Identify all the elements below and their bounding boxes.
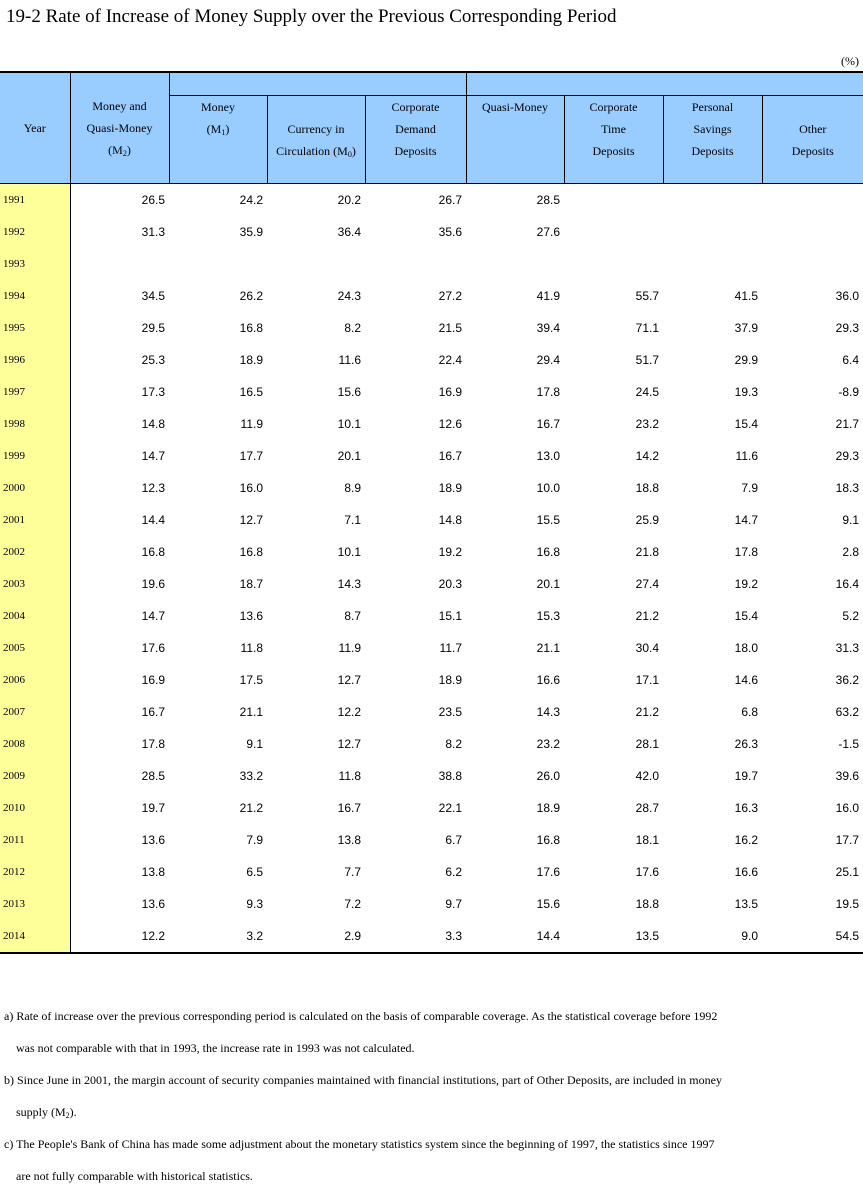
m1-cell: 6.5 [246, 865, 263, 879]
m0-cell: 14.3 [337, 577, 361, 591]
m1-cell: 11.9 [240, 417, 263, 431]
year-cell: 2005 [0, 632, 70, 664]
table-row [0, 536, 863, 568]
m1-cell: 11.8 [240, 641, 263, 655]
m2-cell [70, 248, 169, 280]
psd-cell: 13.5 [734, 897, 759, 911]
m1-cell: 3.2 [169, 920, 267, 953]
quasi-cell [466, 248, 564, 280]
year-cell: 2014 [0, 920, 70, 953]
cdd-cell: 11.7 [439, 641, 463, 655]
year-cell: 2002 [0, 536, 70, 568]
table-row [0, 632, 863, 664]
m1-cell: 7.9 [246, 833, 263, 847]
m2-cell: 14.7 [141, 609, 165, 623]
cdd-cell: 15.1 [438, 609, 463, 623]
psd-cell: 14.6 [734, 673, 759, 687]
year-cell: 2003 [0, 568, 70, 600]
m1-cell: 18.9 [239, 353, 263, 367]
ctd-cell: 30.4 [635, 641, 660, 655]
m0-cell: 11.8 [338, 769, 361, 783]
quasi-cell: 39.4 [536, 321, 561, 335]
table-row [0, 472, 863, 504]
m0-cell: 15.6 [337, 385, 361, 399]
m0-cell: 11.6 [338, 353, 361, 367]
psd-cell: 9.0 [663, 920, 762, 953]
year-cell: 1995 [0, 312, 70, 344]
od-cell: 54.5 [762, 920, 863, 953]
psd-cell: 26.3 [734, 737, 759, 751]
m1-cell [169, 248, 267, 280]
year-cell: 1996 [0, 344, 70, 376]
ctd-cell: 14.2 [635, 449, 660, 463]
od-cell: 21.7 [835, 417, 860, 431]
od-cell: 63.2 [835, 705, 860, 719]
m1-cell: 21.2 [239, 801, 263, 815]
psd-cell: 16.6 [734, 865, 759, 879]
table-row [0, 728, 863, 760]
m2-cell: 19.7 [141, 801, 165, 815]
m0-cell: 8.7 [344, 609, 361, 623]
m2-cell: 16.8 [141, 545, 165, 559]
od-cell: 29.3 [835, 449, 860, 463]
ctd-cell: 18.8 [635, 897, 660, 911]
od-cell: 36.2 [835, 673, 860, 687]
table-row [0, 440, 863, 472]
cdd-cell: 18.9 [438, 673, 463, 687]
cdd-cell: 21.5 [438, 321, 463, 335]
header-corporate-demand-deposits: Corporate Demand Deposits [365, 96, 466, 184]
m2-cell: 14.7 [141, 449, 165, 463]
table-body [0, 184, 863, 954]
m1-cell: 9.1 [246, 737, 263, 751]
quasi-cell: 14.4 [466, 920, 564, 953]
m2-cell: 13.8 [141, 865, 165, 879]
quasi-cell: 17.6 [536, 865, 561, 879]
od-cell: 29.3 [835, 321, 860, 335]
m1-cell: 35.9 [239, 225, 263, 239]
year-cell: 2009 [0, 760, 70, 792]
year-cell: 1999 [0, 440, 70, 472]
year-cell: 1998 [0, 408, 70, 440]
od-cell: 19.5 [835, 897, 860, 911]
m1-cell: 24.2 [239, 193, 263, 207]
table-row [0, 920, 863, 953]
psd-cell: 15.4 [734, 417, 759, 431]
cdd-cell: 18.9 [438, 481, 463, 495]
quasi-cell: 16.6 [536, 673, 561, 687]
od-cell: 36.0 [835, 289, 860, 303]
m2-cell: 16.9 [141, 673, 165, 687]
m2-cell: 34.5 [141, 289, 165, 303]
year-cell: 2012 [0, 856, 70, 888]
m1-cell: 9.3 [246, 897, 263, 911]
ctd-cell: 21.8 [635, 545, 660, 559]
cdd-cell: 12.6 [438, 417, 463, 431]
cdd-cell: 14.8 [438, 513, 463, 527]
note-b-line1: b) Since June in 2001, the margin account of security companies maintained with financial institutions, part of Other Deposits, are included in money [4, 1073, 722, 1087]
year-cell: 2000 [0, 472, 70, 504]
ctd-cell [564, 184, 663, 217]
ctd-cell [564, 216, 663, 248]
cdd-cell [365, 248, 466, 280]
cdd-cell: 3.3 [365, 920, 466, 953]
psd-cell: 19.7 [734, 769, 759, 783]
od-cell [762, 184, 863, 217]
od-cell: 31.3 [835, 641, 860, 655]
ctd-cell: 51.7 [635, 353, 660, 367]
quasi-cell: 16.7 [536, 417, 561, 431]
m2-cell: 14.4 [141, 513, 165, 527]
cdd-cell: 27.2 [438, 289, 463, 303]
quasi-cell: 26.0 [536, 769, 561, 783]
m0-cell: 2.9 [267, 920, 365, 953]
cdd-cell: 16.9 [438, 385, 463, 399]
ctd-cell: 21.2 [635, 609, 660, 623]
quasi-cell: 27.6 [536, 225, 561, 239]
table-row [0, 792, 863, 824]
m1-cell: 13.6 [239, 609, 263, 623]
header-personal-savings-deposits: Personal Savings Deposits [663, 96, 762, 184]
header-corporate-time-deposits: Corporate Time Deposits [564, 96, 663, 184]
year-cell: 1991 [0, 184, 70, 217]
quasi-cell: 10.0 [536, 481, 561, 495]
page-title: 19-2 Rate of Increase of Money Supply over the Previous Corresponding Period [6, 6, 617, 27]
table-row [0, 216, 863, 248]
m0-cell: 8.2 [344, 321, 361, 335]
ctd-cell: 71.1 [635, 321, 660, 335]
year-cell: 2010 [0, 792, 70, 824]
year-cell: 2001 [0, 504, 70, 536]
table-row [0, 504, 863, 536]
table-row [0, 824, 863, 856]
psd-cell: 37.9 [734, 321, 759, 335]
od-cell: 5.2 [842, 609, 860, 623]
ctd-cell: 23.2 [635, 417, 660, 431]
m0-cell: 12.2 [337, 705, 361, 719]
ctd-cell: 18.8 [635, 481, 660, 495]
table-row [0, 248, 863, 280]
m1-cell: 16.8 [239, 545, 263, 559]
od-cell [762, 216, 863, 248]
cdd-cell: 6.2 [445, 865, 463, 879]
od-cell: 9.1 [842, 513, 860, 527]
ctd-cell: 28.1 [635, 737, 660, 751]
m2-cell: 26.5 [141, 193, 165, 207]
cdd-cell: 38.8 [438, 769, 463, 783]
psd-cell: 18.0 [734, 641, 759, 655]
quasi-cell: 13.0 [536, 449, 561, 463]
table-row [0, 312, 863, 344]
psd-cell: 17.8 [734, 545, 759, 559]
ctd-cell: 55.7 [635, 289, 660, 303]
table-row [0, 600, 863, 632]
cdd-cell: 9.7 [445, 897, 463, 911]
year-cell: 2006 [0, 664, 70, 696]
year-cell: 2013 [0, 888, 70, 920]
od-cell: 2.8 [842, 545, 860, 559]
m2-cell: 13.6 [141, 833, 165, 847]
m0-cell: 12.7 [337, 737, 361, 751]
table-row [0, 856, 863, 888]
od-cell [762, 248, 863, 280]
m2-cell: 14.8 [141, 417, 165, 431]
od-cell: -1.5 [838, 737, 860, 751]
m2-cell: 12.3 [141, 481, 165, 495]
header-year: Year [0, 72, 70, 184]
od-cell: 25.1 [835, 865, 860, 879]
m2-cell: 17.6 [141, 641, 165, 655]
quasi-cell: 18.9 [536, 801, 561, 815]
ctd-cell: 27.4 [635, 577, 660, 591]
psd-cell [663, 184, 762, 217]
ctd-cell: 18.1 [635, 833, 660, 847]
table-row [0, 184, 863, 217]
ctd-cell: 24.5 [635, 385, 660, 399]
m1-cell: 17.7 [239, 449, 263, 463]
table-row [0, 408, 863, 440]
table-row [0, 376, 863, 408]
m0-cell: 20.2 [337, 193, 361, 207]
year-cell: 2011 [0, 824, 70, 856]
ctd-cell [564, 248, 663, 280]
m1-cell: 18.7 [239, 577, 263, 591]
quasi-cell: 28.5 [536, 193, 561, 207]
od-cell: 17.7 [835, 833, 860, 847]
psd-cell: 7.9 [741, 481, 759, 495]
year-cell: 1993 [0, 248, 70, 280]
od-cell: 18.3 [835, 481, 860, 495]
cdd-cell: 22.1 [438, 801, 463, 815]
m0-cell: 10.1 [337, 417, 361, 431]
m2-cell: 31.3 [141, 225, 165, 239]
m0-cell: 36.4 [337, 225, 361, 239]
psd-cell: 14.7 [734, 513, 759, 527]
cdd-cell: 22.4 [438, 353, 463, 367]
cdd-cell: 16.7 [438, 449, 463, 463]
psd-cell: 19.2 [734, 577, 759, 591]
psd-cell: 6.8 [741, 705, 759, 719]
year-cell: 1992 [0, 216, 70, 248]
ctd-cell: 28.7 [635, 801, 660, 815]
ctd-cell: 17.1 [635, 673, 660, 687]
note-c-line2: are not fully comparable with historical statistics. [16, 1169, 253, 1183]
quasi-cell: 15.3 [536, 609, 561, 623]
m0-cell: 24.3 [337, 289, 361, 303]
od-cell: 16.0 [835, 801, 860, 815]
m1-cell: 16.8 [239, 321, 263, 335]
od-cell: 16.4 [835, 577, 860, 591]
unit-label: (%) [841, 54, 859, 68]
ctd-cell: 17.6 [635, 865, 660, 879]
header-other-deposits: Other Deposits [762, 96, 863, 184]
quasi-cell: 15.6 [536, 897, 561, 911]
m1-cell: 21.1 [239, 705, 263, 719]
m0-cell: 16.7 [337, 801, 361, 815]
table-row [0, 760, 863, 792]
m2-cell: 28.5 [141, 769, 165, 783]
header-m1: Money $(M_1)$ [169, 96, 267, 184]
year-cell: 1997 [0, 376, 70, 408]
header-m2: Money and Quasi-Money $(M_2)$ [70, 72, 169, 184]
m0-cell [267, 248, 365, 280]
table-row [0, 568, 863, 600]
header-quasi-money: Quasi-Money [466, 96, 564, 184]
psd-cell [663, 248, 762, 280]
m2-cell: 29.5 [141, 321, 165, 335]
psd-cell: 16.3 [734, 801, 759, 815]
cdd-cell: 35.6 [438, 225, 463, 239]
cdd-cell: 19.2 [438, 545, 463, 559]
year-cell: 2007 [0, 696, 70, 728]
cdd-cell: 8.2 [445, 737, 463, 751]
year-cell: 1994 [0, 280, 70, 312]
m2-cell: 25.3 [141, 353, 165, 367]
m2-cell: 13.6 [141, 897, 165, 911]
note-b-line2: supply $(M_2)$. [16, 1105, 77, 1120]
note-c-line1: c) The People's Bank of China has made some adjustment about the monetary statistics system since the beginning of 1997, the statistics since 1997 [4, 1137, 715, 1151]
m0-cell: 7.1 [344, 513, 361, 527]
note-a-line2: was not comparable with that in 1993, the increase rate in 1993 was not calculated. [16, 1041, 415, 1055]
m2-cell: 12.2 [70, 920, 169, 953]
money-supply-table [0, 71, 863, 954]
table-row [0, 344, 863, 376]
psd-cell: 19.3 [734, 385, 759, 399]
cdd-cell: 20.3 [438, 577, 463, 591]
footnotes [4, 1000, 854, 1192]
quasi-cell: 29.4 [536, 353, 561, 367]
psd-cell [663, 216, 762, 248]
m0-cell: 7.7 [344, 865, 361, 879]
cdd-cell: 6.7 [445, 833, 463, 847]
od-cell: 39.6 [835, 769, 860, 783]
header-m1-group [169, 72, 466, 96]
header-m0: Currency in Circulation $(M_0)$ [267, 96, 365, 184]
table-row [0, 696, 863, 728]
cdd-cell: 23.5 [438, 705, 463, 719]
psd-cell: 29.9 [734, 353, 759, 367]
psd-cell: 16.2 [734, 833, 759, 847]
quasi-cell: 41.9 [536, 289, 561, 303]
m1-cell: 26.2 [239, 289, 263, 303]
od-cell: 6.4 [842, 353, 860, 367]
ctd-cell: 13.5 [564, 920, 663, 953]
psd-cell: 11.6 [735, 449, 759, 463]
table-row [0, 280, 863, 312]
quasi-cell: 14.3 [536, 705, 561, 719]
m0-cell: 20.1 [337, 449, 361, 463]
quasi-cell: 17.8 [536, 385, 561, 399]
year-cell: 2004 [0, 600, 70, 632]
ctd-cell: 21.2 [635, 705, 660, 719]
m0-cell: 13.8 [337, 833, 361, 847]
ctd-cell: 42.0 [635, 769, 660, 783]
table-row [0, 664, 863, 696]
m2-cell: 19.6 [141, 577, 165, 591]
table-row [0, 888, 863, 920]
m1-cell: 17.5 [239, 673, 263, 687]
m1-cell: 16.5 [239, 385, 263, 399]
psd-cell: 15.4 [734, 609, 759, 623]
m0-cell: 11.9 [338, 641, 361, 655]
m1-cell: 33.2 [239, 769, 263, 783]
ctd-cell: 25.9 [635, 513, 660, 527]
m0-cell: 12.7 [337, 673, 361, 687]
note-a-line1: a) Rate of increase over the previous corresponding period is calculated on the basis of comparable coverage. As the statistical coverage before 1992 [4, 1009, 718, 1023]
quasi-cell: 16.8 [536, 833, 561, 847]
quasi-cell: 16.8 [536, 545, 561, 559]
m2-cell: 16.7 [141, 705, 165, 719]
header-quasi-group [466, 72, 863, 96]
psd-cell: 41.5 [734, 289, 759, 303]
m1-cell: 12.7 [239, 513, 263, 527]
cdd-cell: 26.7 [438, 193, 463, 207]
m2-cell: 17.8 [141, 737, 165, 751]
m0-cell: 10.1 [337, 545, 361, 559]
quasi-cell: 21.1 [536, 641, 561, 655]
m0-cell: 7.2 [344, 897, 361, 911]
od-cell: -8.9 [838, 385, 860, 399]
m0-cell: 8.9 [344, 481, 361, 495]
quasi-cell: 20.1 [536, 577, 561, 591]
quasi-cell: 23.2 [536, 737, 561, 751]
m1-cell: 16.0 [239, 481, 263, 495]
year-cell: 2008 [0, 728, 70, 760]
m2-cell: 17.3 [141, 385, 165, 399]
quasi-cell: 15.5 [536, 513, 561, 527]
